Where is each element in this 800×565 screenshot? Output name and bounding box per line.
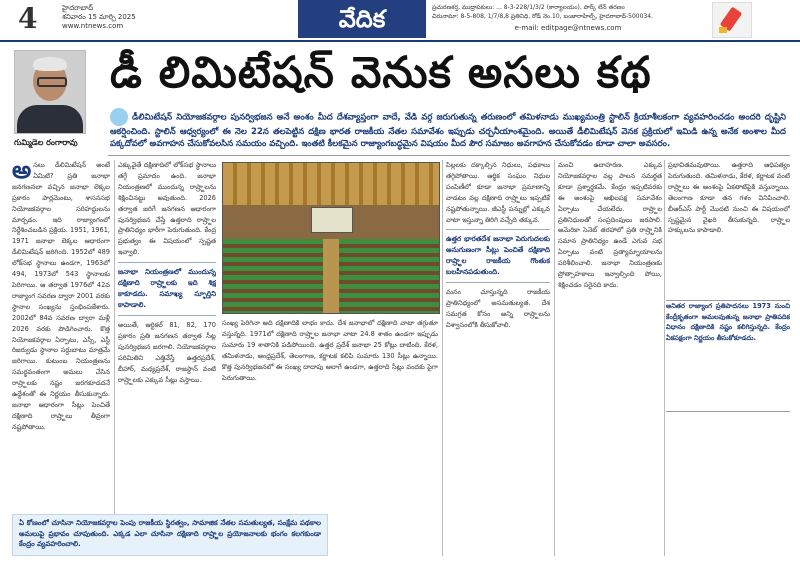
divider: [108, 155, 790, 156]
sidebar-box: అనితర రాజ్యాంగ ప్రతిపాదనలు 1973 నుంచి కేంద్రీకృతంగా అమలవుతున్న జనాభా ప్రాతిపదిక విధానం దక్షిణాదికి నష్టం కలిగిస్తున్నది. కేంద్రం ఏకపక్షంగా నిర్ణయం తీసుకోకూడదు.: [666, 300, 790, 412]
date: శనివారం 15 మార్చి 2025: [62, 13, 136, 21]
column-divider: [114, 160, 115, 556]
column-divider: [442, 160, 443, 556]
column-3-text: సంఖ్య పెరిగినా అది దక్షిణాదికి లాభం కాదు. దేశ జనాభాలో దక్షిణాది వాటా తగ్గుతూ వస్తున్నది. 1971లో దక్షిణాది రాష్ర్టాల జనాభా వాటా 24.8 శాతం ఉండగా ఇప్పుడు సుమారు 19 శాతానికి పడిపోయింది. ఉత్తర ప్రదేశ్ జనాభా 25 కోట్లు దాటింది. కేరళ, తమిళనాడు, ఆంధ్రప్రదేశ్, తెలంగాణ, కర్ణాటక కలిపి సుమారు 130 సీట్లు ఉన్నాయి. కొత్త పునర్విభజనలో ఈ సంఖ్య దాదాపు అలాగే ఉండగా, ఉత్తరాది సీట్లు వందకు పైగా పెరుగుతాయి.: [222, 319, 438, 382]
deck-text: డీలిమిటేషన్ నియోజకవర్గాల పునర్విభజన అనే అంశం మీద దేశవ్యాప్తంగా వాదే, వేడి వర్గ జరుగుతున్న తరుణంలో తమిళనాడు ముఖ్యమంత్రి స్టాలిన్ క్రియాశీలకంగా వ్యవహరించడం అందరి దృష్టిని ఆకర్షించింది. స్టాలిన్ ఆధ్వర్యంలో ఈ నెల 22న తలపెట్టిన దక్షిణ భారత రాజకీయ నేతల సమావేశం ఇప్పుడు చర్చనీయాంశమైంది. అయితే డీలిమిటేషన్ వెనక ప్రక్రియలో ఇమిడి ఉన్న అనేక అంశాల మీద పక్కదోవలో అవగాహన చేసుకోవలసిన సమయం వచ్చింది. ఇంతటి కీలకమైన రాజ్యాంగబద్ధమైన విషయం మీద పౌర సమాజం అవగాహన చేసుకోవడం కూడా చాలా అవసరం.: [110, 112, 786, 149]
email-link[interactable]: e-mail: editpage@ntnews.com: [514, 24, 622, 32]
column-1-text: సలు డీలిమిటేషన్ అంటే ఏమిటి? ప్రతి జనాభా జనగణనలా వచ్చిన జనాభా లెక్కల ప్రకారం పార్లమెంటు, శాసనసభ నియోజకవర్గాల సరిహద్దులను మార్చడం. ఇది రాజ్యాంగంలో నిర్దేశించబడిన ప్రక్రియ. 1951, 1961, 1971 జనాభా లెక్కల ఆధారంగా డీలిమిటేషన్ జరిగింది. 1952లో 489 లోక్‌సభ స్థానాలు ఉండగా, 1963లో 494, 1973లో 543 స్థానాలకు పెరిగాయి. ఆ తర్వాత 1976లో 42వ రాజ్యాంగ సవరణ ద్వారా 2001 వరకు స్థానాల సంఖ్యను స్తంభింపజేశారు. 2002లో 84వ సవరణ ద్వారా మళ్లీ 2026 వరకు పొడిగించారు. కొత్త నియోజకవర్గాల ఏర్పాటు, ఎస్సీ, ఎస్టీ రిజర్వుడు స్థానాల సర్దుబాటు మాత్రమే జరిగాయి. కుటుంబ నియంత్రణను సమర్థవంతంగా అమలు చేసిన రాష్ర్టాలకు నష్టం జరగకూడదనే ఉద్దేశంతో ఈ నిర్ణయం తీసుకున్నారు. జనాభా ఆధారంగా సీట్లు పెంచితే దక్షిణాది రాష్ర్టాలు తీవ్రంగా నష్టపోతాయి.: [12, 161, 110, 431]
column-2-text-2: అయితే, ఆర్టికల్ 81, 82, 170 ప్రకారం ప్రతి జనగణన తర్వాత సీట్ల పునర్విభజన జరగాలి. నియోజకవర్గాల పరిమితిని ఎత్తివేస్తే ఉత్తరప్రదేశ్, బీహార్, మధ్యప్రదేశ్, రాజస్థాన్ వంటి రాష్ర్టాలకు ఎక్కువ సీట్లు వస్తాయి.: [118, 321, 216, 384]
page-number: 4: [18, 2, 38, 35]
column-2: [118, 160, 216, 508]
column-6-text: ప్రభావితమవుతాయి. ఉత్తరాది ఆధిపత్యం పెరుగుతుంది. తమిళనాడు, కేరళ, కర్ణాటక వంటి రాష్ర్టాలు ఈ అంశంపై ఏకతాటిపైకి వస్తున్నాయి. తెలంగాణ కూడా తన గళం వినిపించాలి. బీఆర్‌ఎస్ పార్టీ మొదటి నుంచి ఈ విషయంలో స్పష్టమైన వైఖరి తీసుకున్నది. రాష్ర్టాల హక్కులను కాపాడాలి.: [668, 161, 790, 235]
pen-logo-icon: [712, 2, 752, 38]
column-5: [558, 160, 662, 556]
section-masthead: వేదిక: [298, 0, 426, 38]
publisher-line-2: చిరునామా: 8-5-808, 1/7/8,8 ప్రతినిధి, రోడ్ నెం.10, బంజారాహిల్స్, హైదరాబాద్-500034.: [432, 13, 653, 20]
column-4-text-2: మనం చూస్తున్నది రాజకీయ ప్రాతినిధ్యంలో అసమతుల్యత. దేశ సమగ్రత కోసం అన్ని రాష్ర్టాలను విశ్వాసంలోకి తీసుకోవాలి.: [446, 288, 550, 330]
bubble-icon: [110, 108, 128, 126]
city: హైదరాబాద్: [62, 4, 94, 12]
pull-quote: జనాభా నియంత్రణలో ముందున్న దక్షిణాది రాష్ర్టాలకు ఇది శిక్ష కాకూడదు. సమాఖ్య స్ఫూర్తిని కాపాడాలి.: [118, 262, 216, 316]
website[interactable]: www.ntnews.com: [62, 22, 124, 30]
column-divider: [554, 160, 555, 556]
author-photo: [14, 50, 86, 134]
publisher-info: [432, 3, 704, 33]
pull-quote: ఉత్తర భారతదేశ జనాభా పెరుగుదలకు అనుగుణంగా సీట్లు పెంచితే దక్షిణాది రాష్ర్టాల రాజకీయ గొంతుక బలహీనపడుతుంది.: [446, 229, 550, 283]
dateline: [62, 4, 136, 31]
column-4-text: పిల్లలకు దక్కాల్సిన నిధులు, పథకాలు తగ్గిపోతాయి. ఆర్థిక సంఘం నిధుల పంపిణీలో కూడా జనాభా ప్రమాణాన్ని వాడటం వల్ల దక్షిణాది రాష్ర్టాలు ఇప్పటికే నష్టపోతున్నాయి. జీఎస్టీ పన్నుల్లో ఎక్కువ వాటా ఇస్తున్నా తిరిగి వచ్చేది తక్కువ.: [446, 161, 550, 224]
column-divider: [664, 160, 665, 556]
column-2-text: ఎక్కువైతే దక్షిణాదిలో లోక్‌సభ స్థానాలు తగ్గే ప్రమాదం ఉంది. జనాభా నియంత్రణలో ముందున్న రాష్ర్టాలను శిక్షించినట్టు అవుతుంది. 2026 తర్వాత జరిగే జనగణన ఆధారంగా పునర్విభజన చేస్తే ఉత్తరాది రాష్ర్టాల ప్రాతినిధ్యం భారీగా పెరుగుతుంది. కేంద్ర ప్రభుత్వం ఈ విషయంలో స్పష్టత ఇవ్వాలి.: [118, 161, 216, 257]
dropcap: అ: [12, 160, 32, 184]
publisher-line-1: ప్రచురణకర్త, ముద్రాపకులు: ... 8-3-228/1/3/2 (కార్యాలయం), పార్క్ లేన్ తరణం: [432, 4, 625, 11]
bottom-highlight: ఏ కోణంలో చూసినా నియోజకవర్గాల పెంపు రాజకీయ స్థిరత్వం, సామాజిక నేతల సమతుల్యత, సంక్షేమ పథకాల అమలుపై ప్రభావం చూపుతుంది. ఎక్కడ ఎలా చూసినా దక్షిణాది రాష్ర్టాల ప్రయోజనాలకు భంగం కలగకుండా కేంద్రం వ్యవహరించాలి.: [12, 514, 328, 556]
parliament-photo: [222, 162, 440, 314]
author-name: గుమ్మిడెల రంగారావు: [14, 138, 78, 147]
deck: [110, 108, 786, 150]
page-header: [0, 0, 800, 42]
column-6: [668, 160, 790, 296]
column-5-text: మంచి ఉదాహరణ. ఎక్కువ నియోజకవర్గాల వల్ల పాలన సమర్థత కూడా ప్రశ్నార్థకమే. కేంద్రం ఇప్పటివరకు ఈ అంశంపై అఖిలపక్ష సమావేశం ఏర్పాటు చేయలేదు. రాష్ర్టాల ప్రతినిధులతో సంప్రదింపులు జరపాలి. అమెరికా సెనెట్ తరహాలో ప్రతి రాష్ర్టానికి సమాన ప్రాతినిధ్యం ఉండే ఎగువ సభ ఏర్పాటు వంటి ప్రత్యామ్నాయాలను పరిశీలించాలి. జనాభా నియంత్రణకు ప్రోత్సాహకాలు ఇవ్వాల్సింది పోయి, శిక్షించడం సరైనది కాదు.: [558, 161, 662, 289]
column-4: [446, 160, 550, 556]
headline: డీ లిమిటేషన్ వెనుక అసలు కథ: [110, 48, 652, 98]
column-1: [12, 160, 110, 508]
